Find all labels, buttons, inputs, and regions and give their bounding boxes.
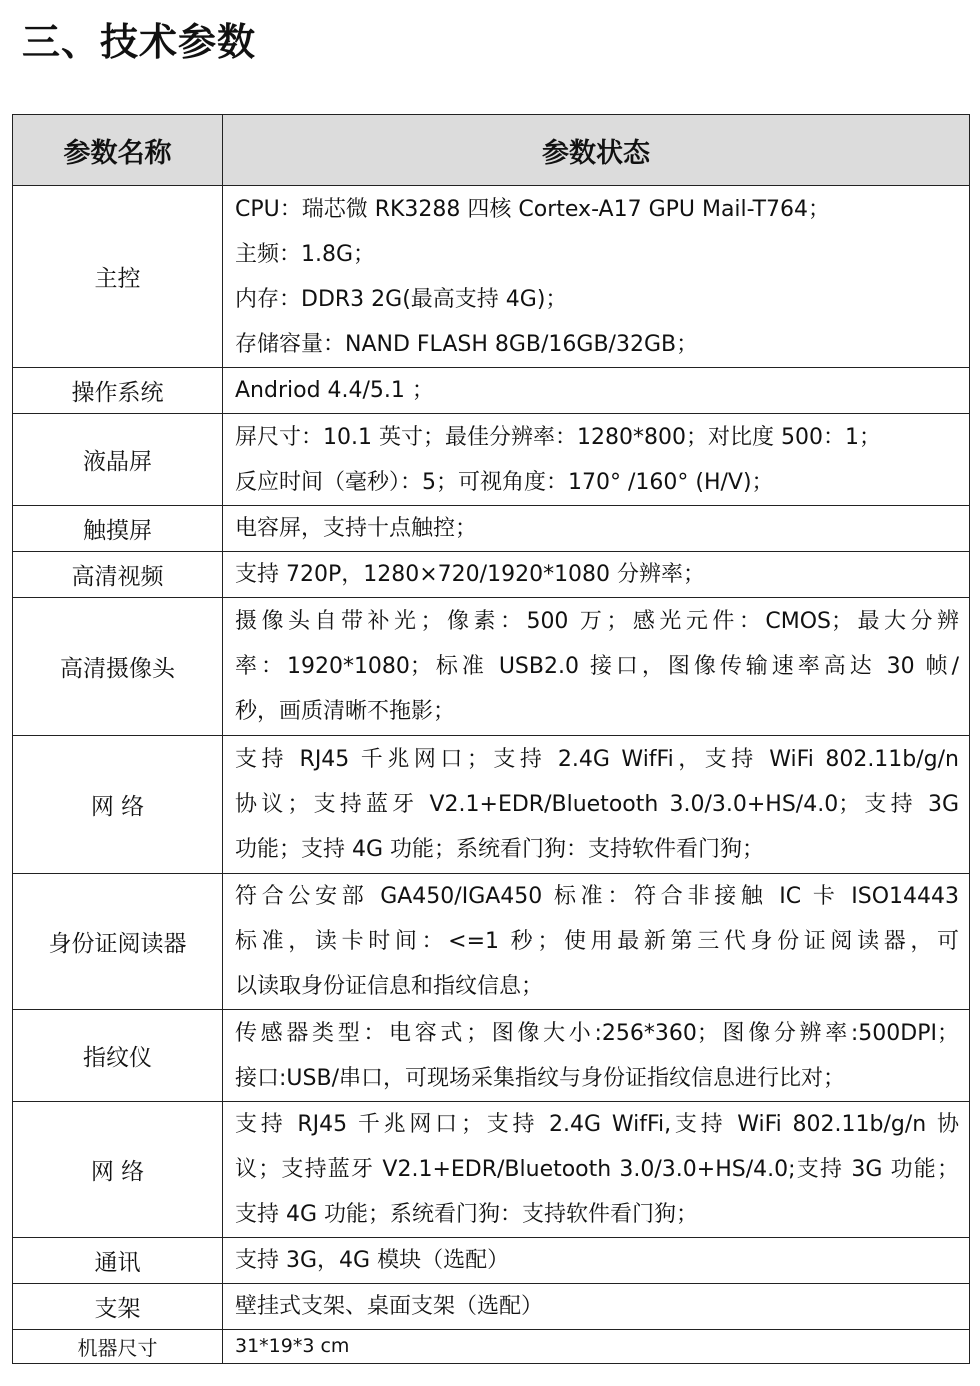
table-header-row — [13, 115, 970, 186]
spec-table — [12, 114, 970, 1364]
value-line: 反应时间（毫秒）：5；可视角度：170° /160° (H/V)； — [235, 469, 774, 495]
value-line: 支持 RJ45 千兆网口；支持 2.4G WifFi,支持 WiFi 802.11b/g/n 协 — [235, 1112, 959, 1137]
param-name: 机器尺寸 — [13, 1330, 223, 1364]
table-row — [13, 1102, 970, 1238]
table-row — [13, 1010, 970, 1102]
header-param-status: 参数状态 — [223, 115, 970, 186]
value-line: 主频：1.8G； — [235, 241, 376, 267]
param-name: 网 络 — [13, 1102, 223, 1238]
param-value — [223, 736, 970, 874]
param-name: 高清摄像头 — [13, 598, 223, 736]
table-row — [13, 736, 970, 874]
value-line: 秒，画质清晰不拖影； — [235, 699, 456, 724]
table-row — [13, 874, 970, 1010]
value-line: 接口:USB/串口，可现场采集指纹与身份证指纹信息进行比对； — [235, 1065, 845, 1091]
value-line: CPU：瑞芯微 RK3288 四核 Cortex-A17 GPU Mail-T764； — [235, 196, 831, 222]
param-name: 操作系统 — [13, 368, 223, 414]
value-line: 支持 720P，1280×720/1920*1080 分辨率； — [235, 562, 706, 587]
table-row — [13, 186, 970, 368]
value-line: 屏尺寸：10.1 英寸；最佳分辨率：1280*800；对比度 500：1； — [235, 424, 881, 450]
param-value — [223, 1330, 970, 1364]
value-line: 电容屏，支持十点触控； — [235, 516, 478, 541]
table-row — [13, 368, 970, 414]
value-line: 壁挂式支架、桌面支架（选配） — [235, 1294, 544, 1319]
table-row — [13, 506, 970, 552]
param-name: 支架 — [13, 1284, 223, 1330]
table-row — [13, 1330, 970, 1364]
value-line: 功能；支持 4G 功能；系统看门狗：支持软件看门狗； — [235, 837, 765, 862]
value-line: Andriod 4.4/5.1 ； — [235, 378, 434, 403]
table-row — [13, 598, 970, 736]
param-name: 网 络 — [13, 736, 223, 874]
value-line: 支持 RJ45 千兆网口；支持 2.4G WifFi，支持 WiFi 802.11b/g/n — [235, 747, 959, 772]
param-value — [223, 506, 970, 552]
value-line: 符合公安部 GA450/IGA450 标准：符合非接触 IC 卡 ISO14443 — [235, 884, 959, 909]
param-name: 液晶屏 — [13, 414, 223, 506]
value-line: 存储容量：NAND FLASH 8GB/16GB/32GB； — [235, 331, 699, 357]
param-value — [223, 368, 970, 414]
param-value — [223, 186, 970, 368]
table-row — [13, 1284, 970, 1330]
table-row — [13, 552, 970, 598]
param-value — [223, 1102, 970, 1238]
value-line: 协议；支持蓝牙 V2.1+EDR/Bluetooth 3.0/3.0+HS/4.0；支持 3G — [235, 792, 959, 817]
param-value — [223, 1010, 970, 1102]
table-row — [13, 414, 970, 506]
header-param-name: 参数名称 — [13, 115, 223, 186]
value-line: 支持 4G 功能；系统看门狗：支持软件看门狗； — [235, 1202, 699, 1227]
param-value — [223, 874, 970, 1010]
value-line: 标准，读卡时间：<=1 秒；使用最新第三代身份证阅读器，可 — [235, 929, 959, 954]
value-line: 31*19*3 cm — [235, 1335, 350, 1357]
value-line: 传感器类型：电容式；图像大小:256*360；图像分辨率:500DPI； — [235, 1020, 959, 1046]
param-value — [223, 414, 970, 506]
value-line: 内存：DDR3 2G(最高支持 4G)； — [235, 286, 568, 312]
param-name: 身份证阅读器 — [13, 874, 223, 1010]
value-line: 率：1920*1080；标准 USB2.0 接口，图像传输速率高达 30 帧/ — [235, 654, 959, 679]
param-value — [223, 552, 970, 598]
param-name: 主控 — [13, 186, 223, 368]
value-line: 议；支持蓝牙 V2.1+EDR/Bluetooth 3.0/3.0+HS/4.0;支持 3G 功能； — [235, 1157, 959, 1182]
param-value — [223, 598, 970, 736]
param-value — [223, 1238, 970, 1284]
value-line: 摄像头自带补光；像素：500 万；感光元件：CMOS；最大分辨 — [235, 609, 959, 634]
param-name: 指纹仪 — [13, 1010, 223, 1102]
value-line: 以读取身份证信息和指纹信息； — [235, 974, 544, 999]
table-row — [13, 1238, 970, 1284]
param-name: 触摸屏 — [13, 506, 223, 552]
param-value — [223, 1284, 970, 1330]
param-name: 高清视频 — [13, 552, 223, 598]
param-name: 通讯 — [13, 1238, 223, 1284]
section-title: 三、技术参数 — [22, 20, 257, 64]
value-line: 支持 3G，4G 模块（选配） — [235, 1248, 510, 1273]
